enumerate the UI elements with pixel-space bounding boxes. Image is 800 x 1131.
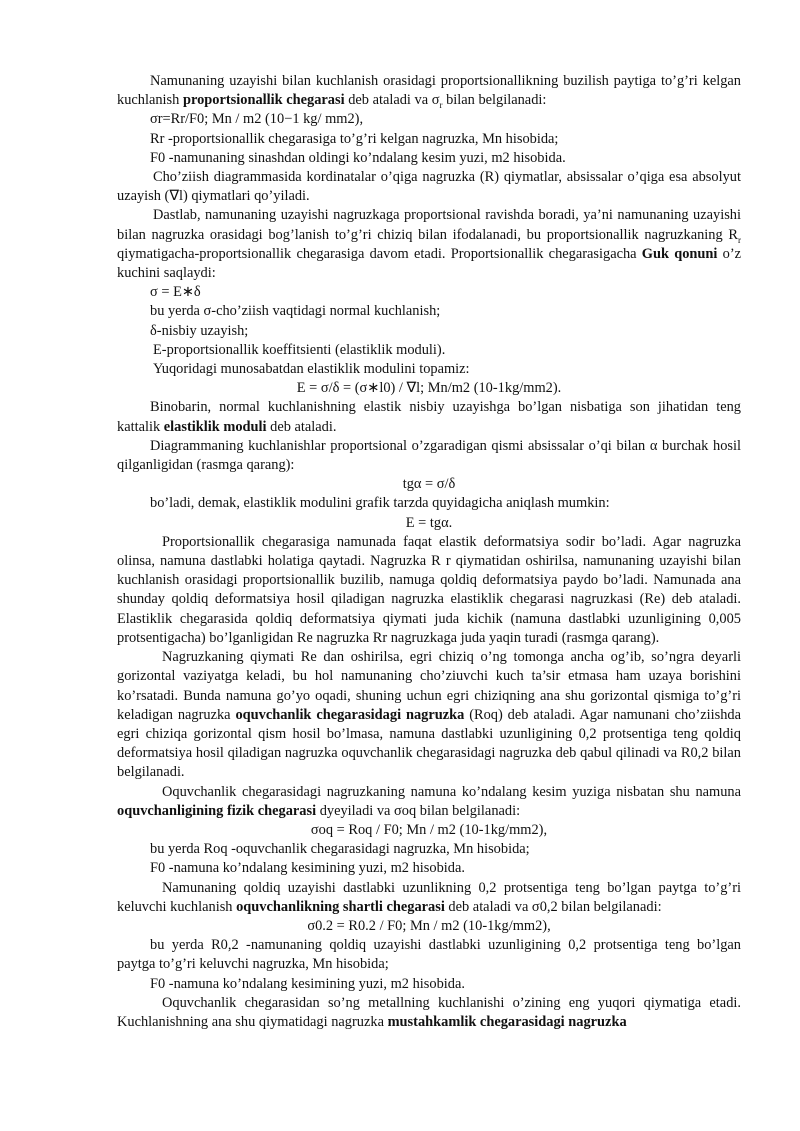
term-strength-limit-load: mustahkamlik chegarasidagi nagruzka <box>387 1013 627 1030</box>
definition-sigma: bu yerda σ-cho’ziish vaqtidagi normal kuchlanish; <box>150 303 441 320</box>
formula-sigma-02: σ0.2 = R0.2 / F0; Mn / m2 (10-1kg/mm2), <box>307 917 551 934</box>
paragraph-yield-load: Nagruzkaning qiymati Re dan oshirilsa, egri chiziq o’ng tomonga ancha og’ib, so’ngra deyarli gorizontal vaziyatga keladi, bu hol namunaning cho’ziuvchi kuch ta’sir etmasa ham uzaya borishini ko’rsatadi. Bunda namuna go’yo oqadi, shuning uchun egri chiziqning ana shu gorizontal qismiga to’g’ri keladigan nagruzka oquvchanlik chegarasidagi nagruzka (Roq) deb ataladi. Agar namunani cho’ziishda egri chiziqa gorizontal qism hosil bo’lmasa, namuna dastlabki uzunligining 0,2 protsentiga teng qoldiq deformatsiya hosil qiladigan nagruzka oquvchanlik chegarasidagi nagruzka deb qabul qilinadi va R0,2 bilan belgilanadi. <box>117 649 741 781</box>
paragraph-alpha-angle: Diagrammaning kuchlanishlar proportsional o’zgaradigan qismi absissalar o’qi bilan α burchak hosil qilganligidan (rasmga qarang): <box>117 437 741 474</box>
formula-elastic-modulus: E = σ/δ = (σ∗l0) / ∇l; Mn/m2 (10-1kg/mm2). <box>296 380 562 397</box>
term-physical-yield-limit: oquvchanligining fizik chegarasi <box>117 802 317 819</box>
term-proportionality-limit: proportsionallik chegarasi <box>182 92 345 109</box>
formula-e-tg-alpha: E = tgα. <box>405 514 453 531</box>
formula-sigma-oq: σoq = Roq / F0; Mn / m2 (10-1kg/mm2), <box>310 821 548 838</box>
formula-tg-alpha: tgα = σ/δ <box>402 476 456 493</box>
formula-sigma-r: σr=Rr/F0; Mn / m2 (10−1 kg/ mm2), <box>150 111 364 128</box>
paragraph-proportionality-limit: Namunaning uzayishi bilan kuchlanish orasidagi proportsionallikning buzilish paytiga to’g’ri kelgan kuchlanish proportsionallik chegarasi deb ataladi va $\sigma_r$ bilan belgilanadi: <box>117 73 741 111</box>
term-yield-load: oquvchanlik chegarasidagi nagruzka <box>235 706 465 723</box>
document-page <box>117 72 741 1032</box>
paragraph-physical-yield-limit: Oquvchanlik chegarasidagi nagruzkaning namuna ko’ndalang kesim yuziga nisbatan shu namuna oquvchanligining fizik chegarasi dyeyiladi va σoq bilan belgilanadi: <box>117 783 741 819</box>
paragraph-strength-limit: Oquvchanlik chegarasidan so’ng metallning kuchlanishi o’zining eng yuqori qiymatiga etadi. Kuchlanishning ana shu qiymatidagi nagruzka mustahkamlik chegarasidagi nagruzka <box>117 994 741 1030</box>
definition-f0: F0 -namunaning sinashdan oldingi ko’ndalang kesim yuzi, m2 hisobida. <box>150 149 566 166</box>
term-conditional-yield-limit: oquvchanlikning shartli chegarasi <box>236 898 445 915</box>
intro-elastic-modulus: Yuqoridagi munosabatdan elastiklik modulini topamiz: <box>153 361 470 378</box>
definition-delta: δ-nisbiy uzayish; <box>150 322 249 339</box>
intro-graphical-method: bo’ladi, demak, elastiklik modulini grafik tarzda quyidagicha aniqlash mumkin: <box>150 495 610 512</box>
definition-f0-section: F0 -namuna ko’ndalang kesimining yuzi, m2 hisobida. <box>150 860 465 877</box>
paragraph-elastic-modulus: Binobarin, normal kuchlanishning elastik nisbiy uzayishga bo’lgan nisbatiga son jihatidan teng kattalik elastiklik moduli deb ataladi. <box>117 399 741 435</box>
paragraph-elastic-limit: Proportsionallik chegarasiga namunada faqat elastik deformatsiya sodir bo’ladi. Agar nagruzka olinsa, namuna dastlabki holatiga qaytadi. Nagruzka R r qiymatidan oshirilsa, namunaning uzayishi bilan kuchlanish orasidagi proportsionallik buzilib, namuga qoldiq deformatsiya paydo bo’ladi. Namunada ana shunday qoldiq deformatsiya hosil qiladigan nagruzka elastiklik chegarasi nagruzkasi (Re) deb ataladi. Elastiklik chegarasida qoldiq deformatsiya qiymati juda kichik (namuna dastlabki uzunligining 0,005 protsentigacha) bo’lganligidan Re nagruzka Rr nagruzkaga juda yaqin turadi (rasmga qarang). <box>117 533 741 646</box>
paragraph-conditional-yield-limit: Namunaning qoldiq uzayishi dastlabki uzunlikning 0,2 protsentiga teng bo’lgan paytga to’g’ri keluvchi kuchlanish oquvchanlikning shartli chegarasi deb ataladi va σ0,2 bilan belgilanadi: <box>117 879 741 915</box>
term-elastic-modulus: elastiklik moduli <box>163 418 267 435</box>
term-hooke-law: Guk qonuni <box>641 245 718 262</box>
definition-f0-area: F0 -namuna ko’ndalang kesimining yuzi, m2 hisobida. <box>150 975 465 992</box>
definition-e: E-proportsionallik koeffitsienti (elastiklik moduli). <box>153 341 446 358</box>
paragraph-hooke-law: Dastlab, namunaning uzayishi nagruzkaga proportsional ravishda boradi, ya’ni namunaning uzayishi bilan nagruzka orasidagi bog’lanish to’g’ri chiziq bilan ifodalanadi, bu proportsionallik nagruzkaning $R_r$ qiymatigacha-proportsionallik chegarasiga davom etadi. Proportsionallik chegarasigacha Guk qonuni o’z kuchini saqlaydi: <box>117 207 741 282</box>
definition-roq: bu yerda Roq -oquvchanlik chegarasidagi nagruzka, Mn hisobida; <box>150 841 530 858</box>
definition-rr: Rr -proportsionallik chegarasiga to’g’ri kelgan nagruzka, Mn hisobida; <box>150 130 559 147</box>
formula-hooke: σ = E∗δ <box>150 284 201 301</box>
definition-r02: bu yerda R0,2 -namunaning qoldiq uzayishi dastlabki uzunligining 0,2 protsentiga teng bo’lgan paytga to’g’ri keluvchi nagruzka, Mn hisobida; <box>117 937 741 973</box>
paragraph-diagram-axes: Cho’ziish diagrammasida kordinatalar o’qiga nagruzka (R) qiymatlar, absissalar o’qiga esa absolyut uzayish (∇l) qiymatlari qo’yiladi. <box>117 169 741 205</box>
